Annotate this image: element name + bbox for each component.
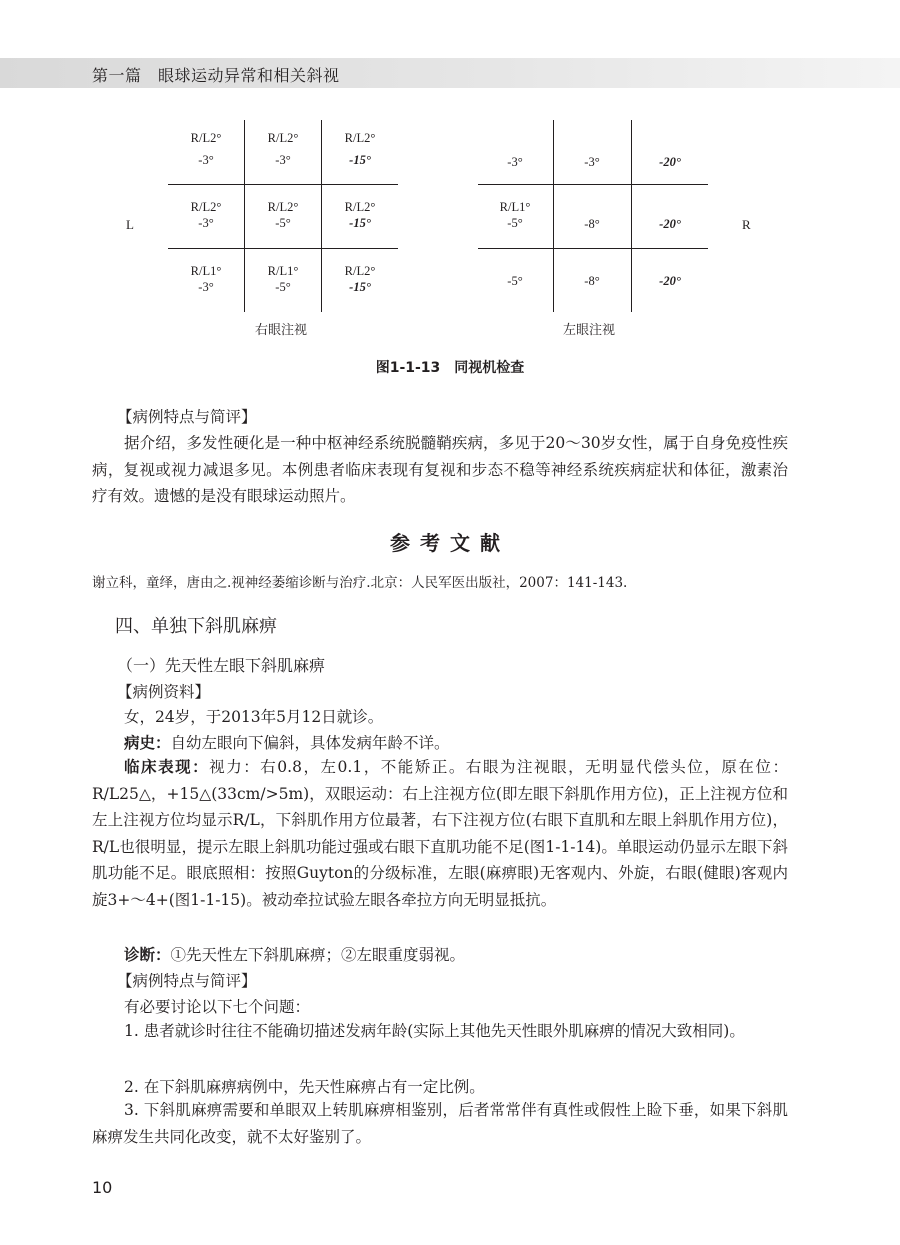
grid-line: [168, 248, 398, 249]
section-label-comment: 【病例特点与简评】: [117, 408, 257, 426]
figure-caption: 图1-1-13 同视机检查: [375, 360, 525, 376]
grid-line: [168, 184, 398, 185]
grid-cell: -20°: [659, 155, 681, 169]
discussion-intro: 有必要讨论以下七个问题：: [124, 998, 311, 1016]
diagnosis-text: ①先天性左下斜肌麻痹；②左眼重度弱视。: [170, 946, 466, 964]
diagnosis-line: [124, 943, 465, 965]
discussion-point: 1. 患者就诊时往往不能确切描述发病年龄(实际上其他先天性眼外肌麻痹的情况大致相同)。: [124, 1022, 745, 1040]
grid-cell: R/L2° -3°: [267, 131, 299, 167]
history-text: 自幼左眼向下偏斜，具体发病年龄不详。: [170, 734, 450, 752]
right-side-label: R: [742, 217, 751, 232]
grid-cell: -8°: [584, 274, 600, 288]
grid-cell: R/L2° -15°: [344, 200, 376, 230]
grid-cell: R/L1° -5°: [499, 200, 531, 230]
grid-cell: -3°: [507, 155, 523, 169]
grid-cell: -20°: [659, 274, 681, 288]
diagnosis-label: 诊断：: [124, 946, 171, 964]
left-side-label: L: [126, 217, 134, 232]
left-grid: [168, 120, 398, 312]
grid-cell: R/L2° -5°: [267, 200, 299, 230]
grid-line: [478, 248, 708, 249]
left-grid-caption: 右眼注视: [255, 323, 308, 338]
grid-line: [321, 120, 322, 312]
page-number: 10: [92, 1178, 113, 1197]
discussion-point: 2. 在下斜肌麻痹病例中，先天性麻痹占有一定比例。: [124, 1078, 485, 1096]
patient-info: 女，24岁，于2013年5月12日就诊。: [124, 708, 384, 726]
grid-cell: -3°: [584, 155, 600, 169]
chapter-heading: 四、单独下斜肌麻痹: [115, 616, 277, 637]
grid-cell: R/L2° -3°: [190, 131, 222, 167]
running-header: 第一篇 眼球运动异常和相关斜视: [92, 66, 340, 85]
discussion-point: 3. 下斜肌麻痹需要和单眼双上转肌麻痹相鉴别，后者常常伴有真性或假性上睑下垂，如果下斜肌麻痹发生共同化改变，就不太好鉴别了。: [92, 1101, 788, 1146]
grid-line: [553, 120, 554, 312]
references-title: 参考文献: [390, 531, 510, 555]
grid-cell: -8°: [584, 217, 600, 231]
grid-line: [244, 120, 245, 312]
right-grid-caption: 左眼注视: [563, 323, 616, 338]
grid-cell: R/L2° -15°: [344, 131, 376, 167]
grid-line: [478, 184, 708, 185]
paragraph-comment: 据介绍，多发性硬化是一种中枢神经系统脱髓鞘疾病，多见于20～30岁女性，属于自身免疫性疾病，复视或视力减退多见。本例患者临床表现有复视和步态不稳等神经系统疾病症状和体征，激素治疗有效。遗憾的是没有眼球运动照片。: [92, 434, 788, 505]
history-label: 病史：: [124, 734, 171, 752]
history-line: [124, 731, 450, 753]
grid-cell: R/L2° -3°: [190, 200, 222, 230]
grid-cell: R/L1° -3°: [190, 264, 222, 294]
clinical-text: 视力：右0.8，左0.1，不能矫正。右眼为注视眼，无明显代偿头位，原在位：R/L25△，+15△(33cm/>5m)，双眼运动：右上注视方位(即左眼下斜肌作用方位)，正上注视方位和左上注视方位均显示R/L，下斜肌作用方位最著，右下注视方位(右眼下直肌和左眼上斜肌作用方位)，R/L也很明显，提示左眼上斜肌功能过强或右眼下直肌功能不足(图1-1-14)。单眼运动仍显示左眼下斜肌功能不足。眼底照相：按照Guyton的分级标准，左眼(麻痹眼)无客观内、外旋，右眼(健眼)客观内旋3+～4+(图1-1-15)。被动牵拉试验左眼各牵拉方向无明显抵抗。: [92, 758, 788, 909]
grid-cell: -5°: [507, 274, 523, 288]
grid-cell: -20°: [659, 217, 681, 231]
grid-line: [631, 120, 632, 312]
paragraph-clinical: [92, 754, 788, 913]
clinical-label: 临床表现：: [124, 758, 210, 776]
right-grid: [478, 120, 708, 312]
grid-cell: R/L2° -15°: [344, 264, 376, 294]
section-label-comment-2: 【病例特点与简评】: [117, 972, 257, 990]
subsection-heading: （一）先天性左眼下斜肌麻痹: [117, 656, 326, 675]
section-label-case: 【病例资料】: [117, 683, 211, 701]
grid-cell: R/L1° -5°: [267, 264, 299, 294]
reference-item: 谢立科，童绎，唐由之.视神经萎缩诊断与治疗.北京：人民军医出版社，2007：141-143.: [92, 575, 628, 591]
